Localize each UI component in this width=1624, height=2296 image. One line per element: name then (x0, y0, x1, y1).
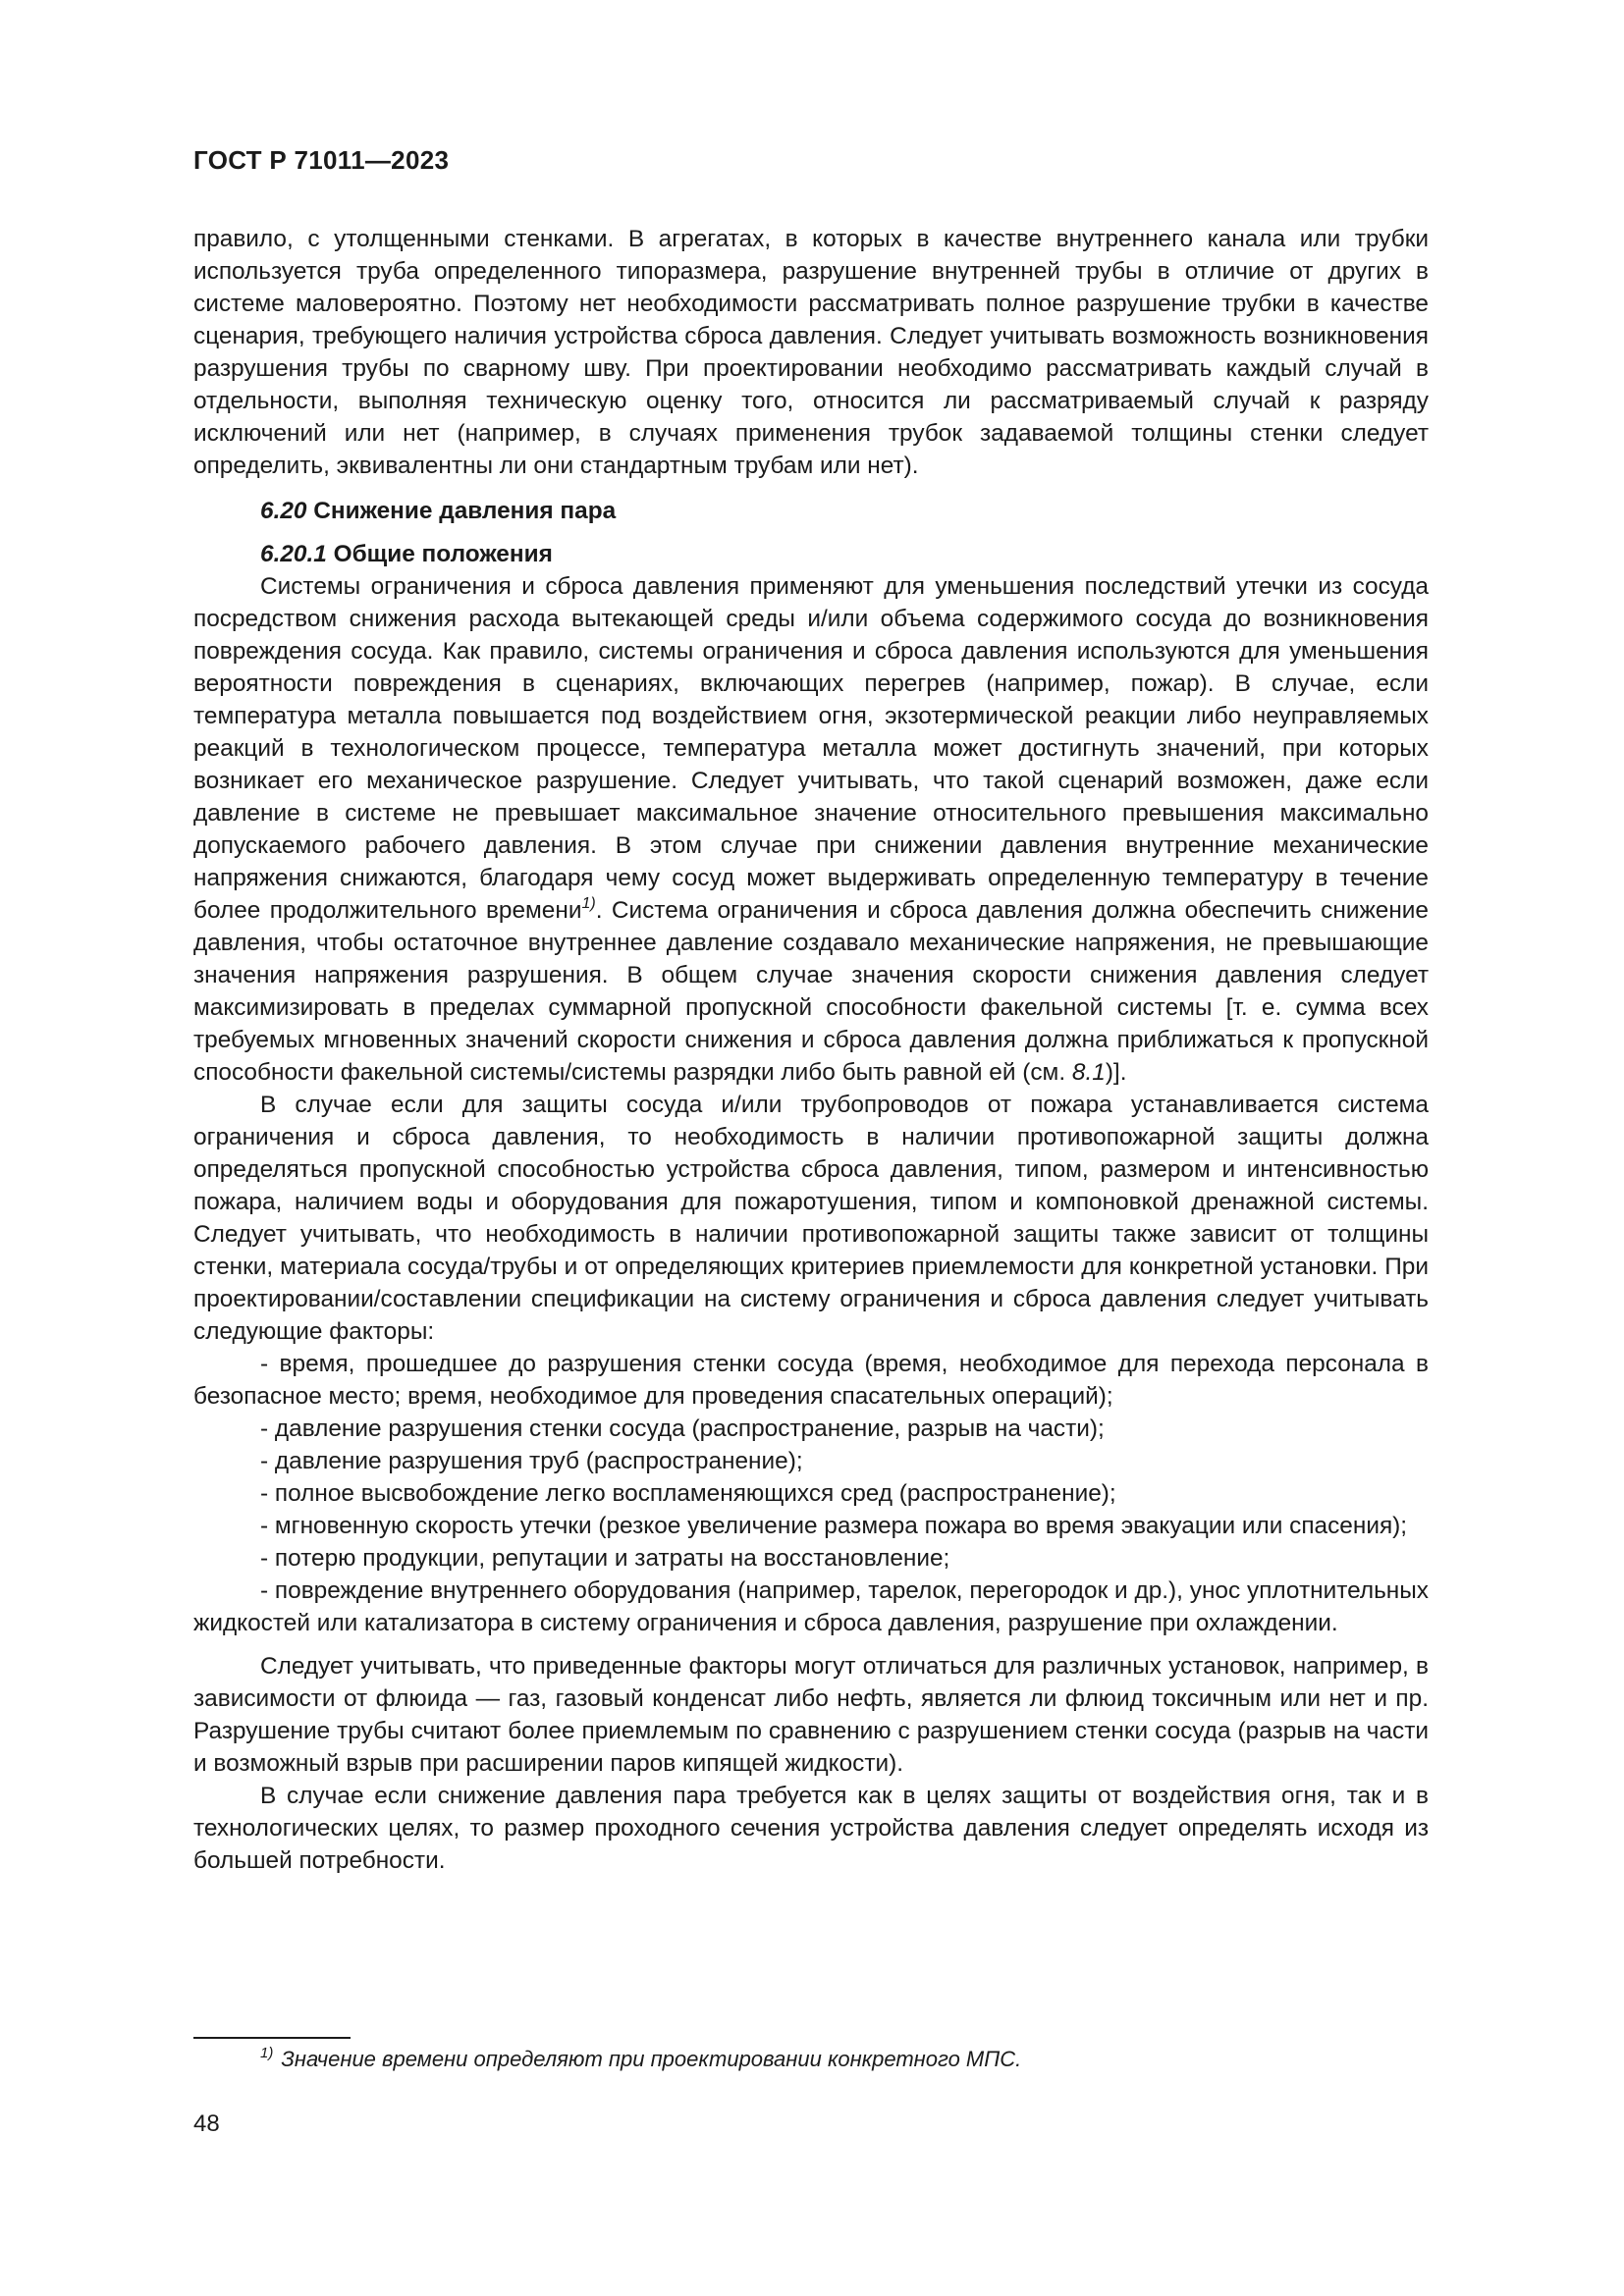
list-item: - давление разрушения стенки сосуда (распространение, разрыв на части); (260, 1415, 1105, 1442)
page-number: 48 (193, 2110, 220, 2137)
paragraph-text-part-1: Системы ограничения и сброса давления применяют для уменьшения последствий утечки из сосуда посредством снижения расхода вытекающей среды и/или объема содержимого сосуда до возникновения повреждения сосуда. Как правило, системы ограничения и сброса давления используются для уменьшения вероятности повреждения в сценариях, включающих перегрев (например, пожар). В случае, если температура металла повышается под воздействием огня, экзотермической реакции либо неуправляемых реакций в технологическом процессе, температура металла может достигнуть значений, при которых возникает его механическое разрушение. Следует учитывать, что такой сценарий возможен, даже если давление в системе не превышает максимальное значение относительного превышения максимально допускаемого рабочего давления. В этом случае при снижении давления внутренние механические напряжения снижаются, благодаря чему сосуд может выдерживать определенную температуру в течение более продолжительного времени (193, 573, 1429, 924)
list-item: - полное высвобождение легко воспламеняющихся сред (распространение); (260, 1480, 1116, 1507)
paragraph-continuation: правило, с утолщенными стенками. В агрегатах, в которых в качестве внутреннего канала или трубки используется труба определенного типоразмера, разрушение внутренней трубы в отличие от других в системе маловероятно. Поэтому нет необходимости рассматривать полное разрушение трубки в качестве сценария, требующего наличия устройства сброса давления. Следует учитывать возможность возникновения разрушения трубы по сварному шву. При проектировании необходимо рассматривать каждый случай в отдельности, выполняя техническую оценку того, относится ли рассматриваемый случай к разряду исключений или нет (например, в случаях применения трубок задаваемой толщины стенки следует определить, эквивалентны ли они стандартным трубам или нет). (193, 226, 1429, 479)
paragraph-factors-note: Следует учитывать, что приведенные факторы могут отличаться для различных установок, например, в зависимости от флюида — газ, газовый конденсат либо нефть, является ли флюид токсичным или нет и пр. Разрушение трубы считают более приемлемым по сравнению с разрушением стенки сосуда (разрыв на части и возможный взрыв при расширении паров кипящей жидкости). (193, 1653, 1429, 1777)
document-header: ГОСТ Р 71011—2023 (193, 145, 450, 175)
list-item: - мгновенную скорость утечки (резкое увеличение размера пожара во время эвакуации или спасения); (260, 1513, 1408, 1539)
list-item: - повреждение внутреннего оборудования (например, тарелок, перегородок и др.), унос уплотнительных жидкостей или катализатора в систему ограничения и сброса давления, разрушение при охлаждении. (193, 1577, 1429, 1636)
paragraph-text-part-3: )]. (1105, 1059, 1127, 1086)
section-title: Снижение давления пара (313, 498, 617, 524)
paragraph-fire-protection: В случае если для защиты сосуда и/или трубопроводов от пожара устанавливается система ограничения и сброса давления, то необходимость в наличии противопожарной защиты должна определяться пропускной способностью устройства сброса давления, типом, размером и интенсивностью пожара, наличием воды и оборудования для пожаротушения, типом и компоновкой дренажной системы. Следует учитывать, что необходимость в наличии противопожарной защиты также зависит от толщины стенки, материала сосуда/трубы и от определяющих критериев приемлемости для конкретной установки. При проектировании/составлении спецификации на систему ограничения и сброса давления следует учитывать следующие факторы: (193, 1092, 1429, 1345)
footnote-marker: 1) (260, 2045, 274, 2061)
list-item: - время, прошедшее до разрушения стенки сосуда (время, необходимое для перехода персонала в безопасное место; время, необходимое для проведения спасательных операций); (193, 1351, 1429, 1410)
document-body (193, 223, 1429, 1877)
subsection-heading (193, 538, 1429, 570)
subsection-title: Общие положения (333, 541, 553, 567)
clause-reference: 8.1 (1071, 1059, 1106, 1086)
paragraph-general-provisions (193, 570, 1429, 1089)
subsection-number: 6.20.1 (260, 541, 327, 567)
paragraph-text-part-2: . Система ограничения и сброса давления должна обеспечить снижение давления, чтобы остаточное внутреннее давление создавало механические напряжения, не превышающие значения напряжения разрушения. В общем случае значения скорости снижения давления следует максимизировать в пределах суммарной пропускной способности факельной системы [т. е. сумма всех требуемых мгновенных значений скорости снижения и сброса давления должна приближаться к пропускной способности факельной системы/системы разрядки либо быть равной ей (см. (193, 897, 1429, 1086)
footnote (260, 2045, 1429, 2074)
paragraph-sizing: В случае если снижение давления пара требуется как в целях защиты от воздействия огня, так и в технологических целях, то размер проходного сечения устройства давления следует определять исходя из большей потребности. (193, 1783, 1429, 1874)
list-item: - давление разрушения труб (распространение); (260, 1448, 803, 1474)
footnote-reference: 1) (581, 895, 596, 912)
section-heading (193, 495, 1429, 527)
section-number: 6.20 (260, 498, 307, 524)
footnote-divider (193, 2037, 351, 2039)
list-item: - потерю продукции, репутации и затраты на восстановление; (260, 1545, 950, 1572)
footnote-text: Значение времени определяют при проектировании конкретного МПС. (281, 2047, 1022, 2071)
